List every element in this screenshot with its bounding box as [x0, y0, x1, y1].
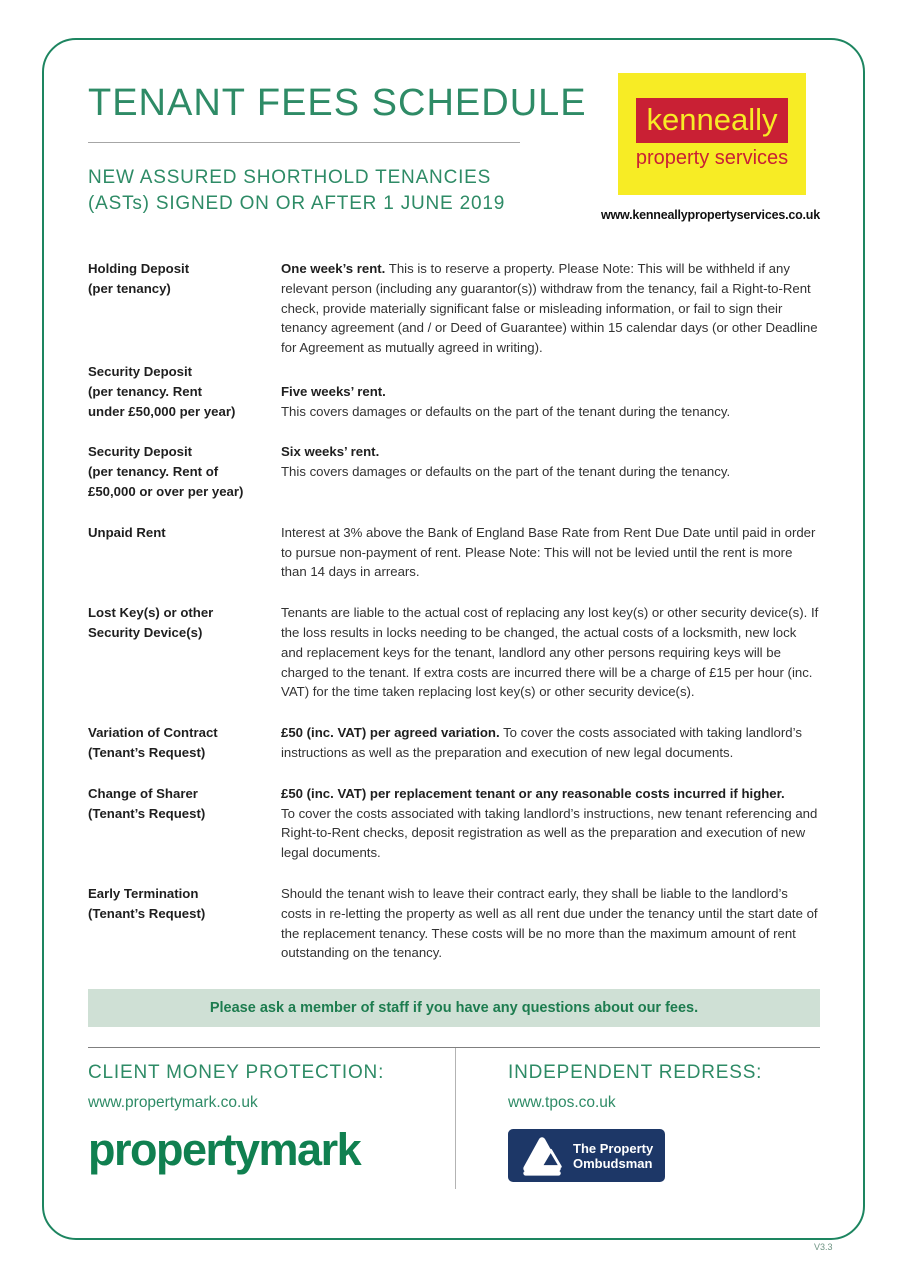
fee-item-label: Change of Sharer (Tenant’s Request) — [88, 785, 206, 821]
fee-row — [88, 259, 820, 358]
tpos-url-link[interactable]: www.tpos.co.uk — [508, 1094, 616, 1112]
fee-row — [88, 784, 820, 863]
fee-item-description: Tenants are liable to the actual cost of replacing any lost key(s) or other security device(s). If the loss results in locks needing to be changed, the actual costs of a locksmith, new lock and replacement keys for the tenant, landlord any other persons requiring keys will be charged to the tenant. If extra costs are incurred there will be a charge of £15 per hour (inc. VAT) for the time taken replacing lost key(s) or other security device(s). — [281, 605, 819, 700]
fee-table — [88, 259, 820, 963]
tpo-logo-text — [573, 1141, 653, 1171]
independent-redress-section — [455, 1048, 819, 1189]
version-label: V3.3 — [814, 1242, 833, 1252]
fee-amount: £50 (inc. VAT) per agreed variation. — [281, 725, 500, 741]
fee-row — [88, 442, 820, 501]
fee-row — [88, 603, 820, 702]
page-title: TENANT FEES SCHEDULE — [88, 82, 587, 124]
fee-item-description: £50 (inc. VAT) per replacement tenant or any reasonable costs incurred if higher. To cover the costs associated with taking landlord’s instructions, new tenant referencing and Right-to-Rent checks, deposit registration as well as the preparation and execution of new legal documents. — [281, 785, 818, 861]
fee-item-description: £50 (inc. VAT) per agreed variation. To cover the costs associated with taking landlord’s instructions as well as the preparation and execution of new legal documents. — [281, 725, 802, 760]
fee-item-description: One week’s rent. This is to reserve a property. Please Note: This will be withheld if any relevant person (including any guarantor(s)) withdraw from the tenancy, fail a Right-to-Rent check, provide materially significant false or misleading information, or fail to sign their tenancy agreement (and / or Deed of Guarantee) within 15 calendar days (or other Deadline for Agreement as mutually agreed in writing). — [281, 261, 818, 356]
title-divider — [88, 142, 520, 143]
subtitle-line-1: NEW ASSURED SHORTHOLD TENANCIES — [88, 167, 492, 188]
fee-item-label: Variation of Contract (Tenant’s Request) — [88, 725, 218, 760]
tpo-logo-line-2: Ombudsman — [573, 1155, 653, 1171]
fee-item-label: Security Deposit (per tenancy. Rent under £50,000 per year) — [88, 363, 236, 419]
header — [88, 82, 820, 222]
fee-item-description: Five weeks’ rent. This covers damages or defaults on the part of the tenant during the tenancy. — [281, 383, 731, 419]
fee-amount: Five weeks’ rent. — [281, 383, 386, 399]
fee-item-description: Interest at 3% above the Bank of England Base Rate from Rent Due Date until paid in order to pursue non-payment of rent. Please Note: This will not be levied until the rent is more than 14 days in arrears. — [281, 524, 816, 580]
banner-text: Please ask a member of staff if you have any questions about our fees. — [209, 1000, 699, 1017]
fee-row — [88, 884, 820, 963]
client-money-protection-heading: CLIENT MONEY PROTECTION: — [88, 1062, 385, 1084]
agency-website-link[interactable]: www.kenneallypropertyservices.co.uk — [600, 208, 820, 222]
fee-item-label: Security Deposit (per tenancy. Rent of £50,000 or over per year) — [88, 444, 244, 499]
fee-item-label: Holding Deposit (per tenancy) — [88, 261, 190, 296]
page-content — [88, 0, 820, 1189]
fee-item-label: Lost Key(s) or other Security Device(s) — [88, 605, 214, 640]
subtitle-line-2: (ASTs) SIGNED ON OR AFTER 1 JUNE 2019 — [88, 193, 506, 214]
agency-brand — [594, 73, 820, 222]
fee-item-description: Should the tenant wish to leave their contract early, they shall be liable to the landlord’s costs in re-letting the property as well as all rent due under the tenancy until the start date of the replacement tenancy. These costs will be no more than the maximum amount of rent outstanding on the tenancy. — [281, 885, 818, 961]
fee-row — [88, 523, 820, 582]
fee-item-label: Early Termination (Tenant’s Request) — [88, 885, 206, 921]
kenneally-logo — [618, 73, 806, 195]
kenneally-tagline: property services — [635, 147, 789, 169]
tpo-triangle-icon — [514, 1132, 572, 1180]
fee-item-label: Unpaid Rent — [88, 524, 166, 540]
fee-amount: One week’s rent. — [281, 261, 386, 276]
propertymark-logo: propertymark — [88, 1124, 361, 1176]
tpo-logo-line-1: The Property — [573, 1140, 654, 1156]
footer — [88, 1047, 820, 1189]
property-ombudsman-logo — [508, 1129, 665, 1182]
client-money-protection-section — [88, 1048, 455, 1189]
fee-item-description: Six weeks’ rent. This covers damages or defaults on the part of the tenant during the tenancy. — [281, 444, 731, 480]
fee-row — [88, 723, 820, 763]
kenneally-wordmark: kenneally — [636, 98, 789, 143]
fee-amount: £50 (inc. VAT) per replacement tenant or any reasonable costs incurred if higher. — [281, 785, 785, 801]
independent-redress-heading: INDEPENDENT REDRESS: — [508, 1062, 763, 1084]
fee-amount: Six weeks’ rent. — [281, 444, 380, 460]
questions-banner — [88, 989, 820, 1027]
propertymark-url-link[interactable]: www.propertymark.co.uk — [88, 1094, 258, 1112]
fee-row — [88, 362, 820, 421]
